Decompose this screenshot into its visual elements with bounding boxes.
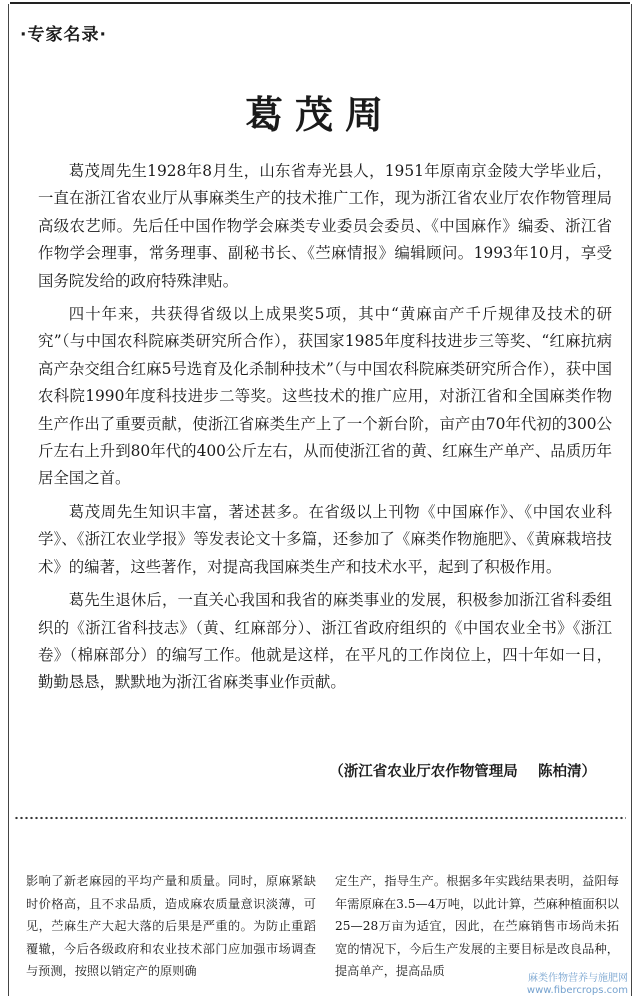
watermark-line-1: 麻类作物营养与施肥网 — [528, 973, 628, 984]
article-paragraph-2: 四十年来，共获得省级以上成果奖5项，其中“黄麻亩产千斤规律及技术的研究”（与中国农科院麻类研究所合作），获国家1985年度科技进步三等奖、“红麻抗病高产杂交组合红麻5号选育及化杀制种技术”（与中国农科院麻类研究所合作），获中国农科院1990年度科技进步二等奖。这些技术的推广应用，对浙江省和全国麻类作物生产作出了重要贡献，使浙江省麻类生产上了一个新台阶，亩产由70年代初的300公斤左右上升到80年代的400公斤左右，从而使浙江省的黄、红麻生产单产、品质历年居全国之首。 — [38, 305, 612, 488]
article-paragraph-1: 葛茂周先生1928年8月生，山东省寿光县人，1951年原南京金陵大学毕业后，一直在浙江省农业厅从事麻类生产的技术推广工作，现为浙江省农业厅农作物管理局高级农艺师。先后任中国作物学会麻类专业委员会委员、《中国麻作》编委、浙江省作物学会理事，常务理事、副秘书长、《苎麻情报》编辑顾问。1993年10月，享受国务院发给的政府特殊津贴。 — [38, 162, 612, 290]
page-title: 葛茂周 — [244, 92, 395, 137]
article-paragraph-4: 葛先生退休后，一直关心我国和我省的麻类事业的发展，积极参加浙江省科委组织的《浙江省科技志》（黄、红麻部分）、浙江省政府组织的《中国农业全书》《浙江卷》（棉麻部分）的编写工作。他就是这样，在平凡的工作岗位上，四十年如一日，勤勤恳恳，默默地为浙江省麻类事业作贡献。 — [38, 591, 612, 692]
article-paragraph-3: 葛茂周先生知识丰富，著述甚多。在省级以上刊物《中国麻作》、《中国农业科学》、《浙江农业学报》等发表论文十多篇，还参加了《麻类作物施肥》、《黄麻栽培技术》的编著，这些著作，对提高我国麻类生产和技术水平，起到了积极作用。 — [38, 502, 612, 576]
footer-column-left: 影响了新老麻园的平均产量和质量。同时，原麻紧缺时价格高，且不求品质，造成麻农质量意识淡薄，可见，苎麻生产大起大落的后果是严重的。为防止重蹈覆辙，今后各级政府和农业技术部门应加强市场调查与预测，按照以销定产的原则确 — [26, 874, 316, 979]
dotted-divider — [14, 815, 626, 821]
section-label: ·专家名录· — [20, 25, 107, 45]
watermark-line-2: www.fibercrops.com — [526, 985, 628, 996]
right-border — [631, 4, 632, 996]
author-signature: （浙江省农业厅农作物管理局 陈柏清） — [329, 764, 596, 780]
footer-column-right: 定生产，指导生产。根据多年实践结果表明，益阳每年需原麻在3.5—4万吨，以此计算，苎麻种植面积以25—28万亩为适宜，因此，在苎麻销售市场尚未拓宽的情况下，今后生产发展的主要目标是改良品种，提高单产，提高品质 — [335, 874, 619, 979]
article-body — [38, 158, 612, 703]
site-watermark — [527, 973, 628, 997]
left-border — [8, 4, 9, 996]
top-rule — [10, 2, 630, 4]
